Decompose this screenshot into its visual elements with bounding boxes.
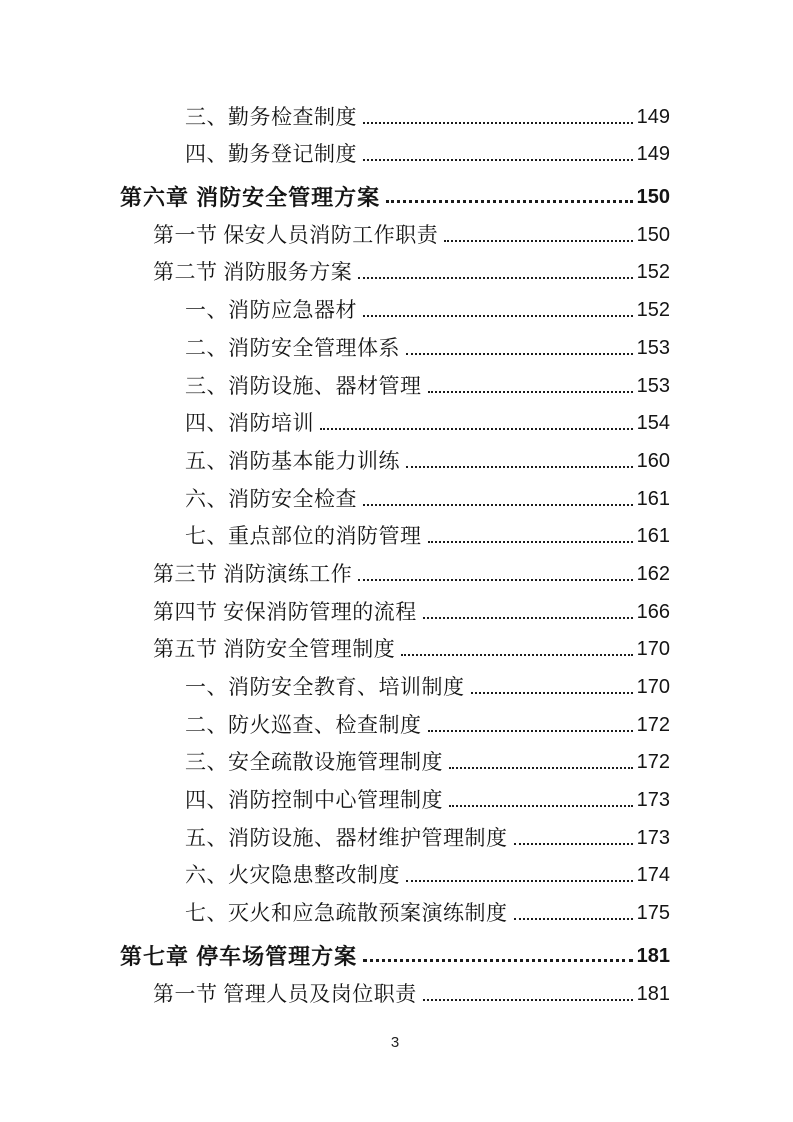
toc-entry-label[interactable]: 第四节 安保消防管理的流程	[153, 599, 417, 624]
toc-entry[interactable]	[120, 663, 670, 701]
toc-entry-label[interactable]: 第一节 保安人员消防工作职责	[153, 222, 439, 247]
toc-entry-label[interactable]: 三、消防设施、器材管理	[185, 373, 422, 398]
toc-entry-label[interactable]: 六、消防安全检查	[185, 486, 357, 511]
toc-entry[interactable]	[120, 970, 670, 1008]
toc-entry-page: 153	[636, 336, 670, 359]
toc-entry-page: 174	[636, 864, 670, 887]
toc-entry-label[interactable]: 一、消防安全教育、培训制度	[185, 675, 465, 699]
toc-entry-label[interactable]: 六、火灾隐患整改制度	[185, 863, 400, 888]
dot-leader	[358, 277, 632, 279]
dot-leader	[471, 692, 633, 694]
toc-entry-label[interactable]: 七、灭火和应急疏散预案演练制度	[185, 901, 508, 926]
toc-entry-page: 152	[636, 299, 670, 322]
toc-entry-page: 150	[636, 186, 670, 209]
toc-entry[interactable]	[120, 475, 670, 513]
toc-entry-page: 181	[636, 982, 670, 1005]
toc-entry-page: 173	[636, 789, 670, 812]
toc-entry-label[interactable]: 第二节 消防服务方案	[153, 260, 353, 285]
toc-entry[interactable]	[120, 776, 670, 814]
dot-leader	[363, 122, 633, 124]
toc-entry-label[interactable]: 三、勤务检查制度	[185, 104, 357, 129]
toc-entry-label[interactable]: 一、消防应急器材	[185, 298, 357, 323]
toc-entry[interactable]	[120, 211, 670, 249]
dot-leader	[406, 466, 633, 468]
toc-entry-page: 170	[636, 676, 670, 698]
toc-entry[interactable]	[120, 626, 670, 664]
toc-entry-label[interactable]: 第三节 消防演练工作	[153, 561, 353, 586]
toc-entry[interactable]	[120, 324, 670, 362]
toc-entry[interactable]	[120, 249, 670, 287]
toc-entry-page: 150	[636, 223, 670, 246]
toc-entry-label[interactable]: 第六章 消防安全管理方案	[120, 185, 381, 211]
toc-entry-page: 153	[636, 374, 670, 397]
toc-entry-page: 166	[636, 600, 670, 623]
toc-entry[interactable]	[120, 852, 670, 890]
toc-entry[interactable]	[120, 93, 670, 131]
toc-entry-label[interactable]: 二、消防安全管理体系	[185, 335, 400, 360]
toc-entry[interactable]	[120, 400, 670, 438]
toc-entry[interactable]	[120, 588, 670, 626]
toc-entry-chapter[interactable]	[120, 932, 670, 970]
toc-entry-chapter[interactable]	[120, 173, 670, 211]
toc-entry[interactable]	[120, 889, 670, 927]
toc-entry-page: 173	[636, 826, 670, 849]
page-number-footer: 3	[390, 1033, 400, 1051]
toc-entry-page: 162	[636, 562, 670, 585]
dot-leader	[428, 391, 633, 393]
toc-entry-page: 149	[636, 143, 670, 166]
toc-entry-page: 170	[636, 638, 670, 661]
toc-entry[interactable]	[120, 701, 670, 739]
toc-entry[interactable]	[120, 362, 670, 400]
toc-entry[interactable]	[120, 550, 670, 588]
dot-leader	[363, 315, 633, 317]
toc-entry-page: 172	[636, 713, 670, 736]
toc-entry-page: 175	[636, 902, 670, 925]
toc-entry-page: 149	[636, 105, 670, 128]
toc-entry-label[interactable]: 第一节 管理人员及岗位职责	[153, 981, 417, 1006]
toc-entry[interactable]	[120, 131, 670, 169]
toc-entry[interactable]	[120, 513, 670, 551]
toc-entry-label[interactable]: 四、勤务登记制度	[185, 142, 357, 167]
dot-leader	[449, 767, 633, 769]
toc-entry-label[interactable]: 四、消防控制中心管理制度	[185, 788, 443, 813]
dot-leader	[363, 959, 633, 962]
toc-entry[interactable]	[120, 286, 670, 324]
toc-entry-page: 154	[636, 412, 670, 435]
dot-leader	[363, 159, 633, 161]
toc-entry-page: 181	[636, 944, 670, 967]
dot-leader	[401, 654, 632, 656]
toc-entry-label[interactable]: 四、消防培训	[185, 411, 314, 436]
toc-entry[interactable]	[120, 739, 670, 777]
dot-leader	[358, 579, 632, 581]
dot-leader	[423, 617, 633, 619]
dot-leader	[423, 999, 633, 1001]
dot-leader	[428, 730, 633, 732]
toc-entry-label[interactable]: 三、安全疏散设施管理制度	[185, 750, 443, 775]
toc-entry-page: 160	[636, 449, 670, 472]
toc-entry[interactable]	[120, 814, 670, 852]
dot-leader	[406, 353, 633, 355]
dot-leader	[428, 541, 633, 543]
toc-entry-label[interactable]: 五、消防设施、器材维护管理制度	[185, 825, 508, 850]
toc-entry[interactable]	[120, 437, 670, 475]
toc-entry-label[interactable]: 第七章 停车场管理方案	[120, 943, 358, 969]
toc-entry-label[interactable]: 七、重点部位的消防管理	[185, 524, 422, 549]
toc-entry-page: 161	[636, 487, 670, 510]
dot-leader	[444, 240, 632, 242]
dot-leader	[406, 880, 633, 882]
dot-leader	[320, 428, 633, 430]
dot-leader	[449, 805, 633, 807]
dot-leader	[514, 918, 633, 920]
toc-entry-label[interactable]: 第五节 消防安全管理制度	[153, 637, 396, 662]
toc-entry-page: 161	[636, 525, 670, 548]
toc-entry-label[interactable]: 二、防火巡查、检查制度	[185, 712, 422, 737]
toc-entry-label[interactable]: 五、消防基本能力训练	[185, 448, 400, 473]
toc-entry-page: 152	[636, 261, 670, 284]
dot-leader	[386, 200, 633, 203]
toc-entry-page: 172	[636, 751, 670, 774]
dot-leader	[363, 504, 633, 506]
dot-leader	[514, 843, 633, 845]
